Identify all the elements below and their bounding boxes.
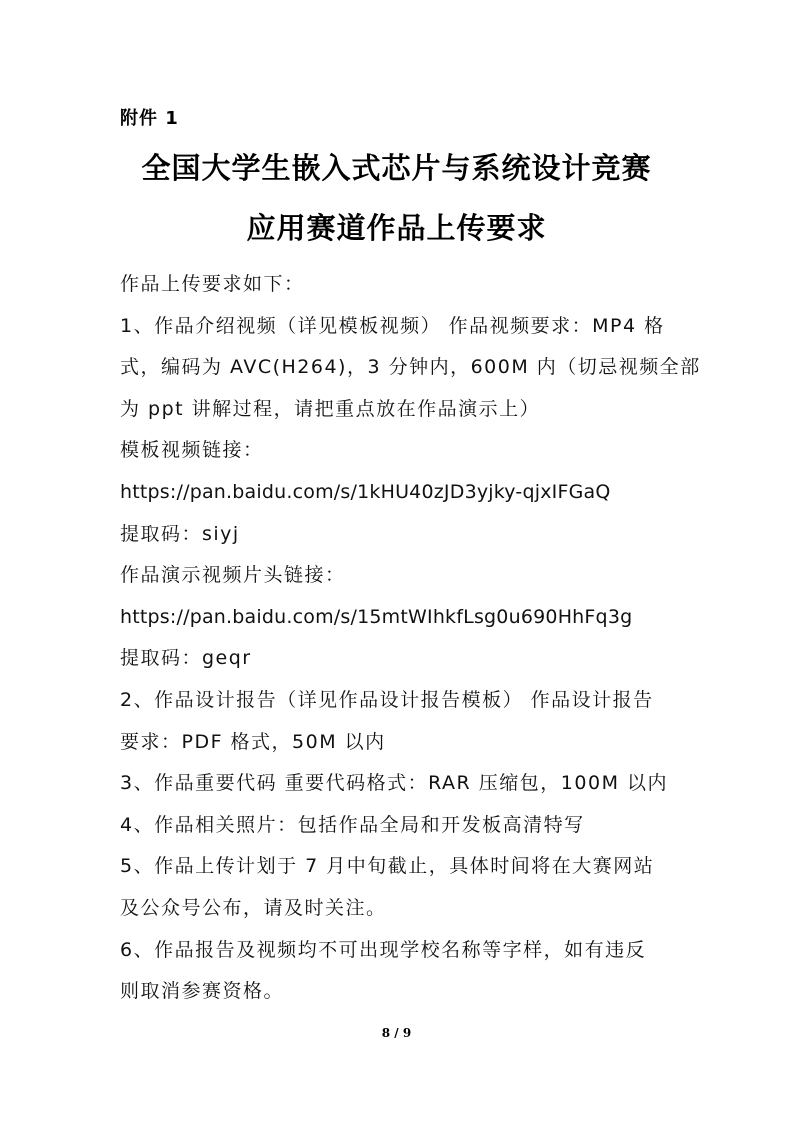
intro-video-link-label: 作品演示视频片头链接： [120,564,346,587]
template-video-link-label: 模板视频链接： [120,439,264,462]
document-title-line-1: 全国大学生嵌入式芯片与系统设计竞赛 [141,151,652,185]
requirements-body [120,264,701,1013]
item-5-line-1: 5、作品上传计划于 7 月中旬截止，具体时间将在大赛网站 [120,855,655,878]
template-video-extract-code: 提取码：siyj [120,522,240,545]
item-1-line-1: 1、作品介绍视频（详见模板视频） 作品视频要求：MP4 格 [120,314,665,337]
page-number: 8 / 9 [381,1026,412,1040]
item-2-line-2: 要求：PDF 格式，50M 以内 [120,730,386,753]
item-5-line-2: 及公众号公布，请及时关注。 [120,896,387,919]
item-1-line-2: 式，编码为 AVC(H264)，3 分钟内，600M 内（切忌视频全部 [120,356,701,379]
item-1-line-3: 为 ppt 讲解过程，请把重点放在作品演示上） [120,397,541,420]
intro-video-extract-code: 提取码：geqr [120,647,252,670]
item-2-line-1: 2、作品设计报告（详见作品设计报告模板） 作品设计报告 [120,688,654,711]
template-video-link[interactable]: https://pan.baidu.com/s/1kHU40zJD3yjky-qjxIFGaQ [120,480,611,503]
item-6-line-1: 6、作品报告及视频均不可出现学校名称等字样，如有违反 [120,938,647,961]
attachment-label: 附件 1 [120,108,179,129]
item-4-line: 4、作品相关照片：包括作品全局和开发板高清特写 [120,813,585,836]
item-3-line: 3、作品重要代码 重要代码格式：RAR 压缩包，100M 以内 [120,772,668,795]
intro-line: 作品上传要求如下： [120,273,305,295]
document-title-line-2: 应用赛道作品上传要求 [246,211,547,245]
item-6-line-2: 则取消参赛资格。 [120,980,285,1003]
intro-video-link[interactable]: https://pan.baidu.com/s/15mtWIhkfLsg0u690HhFq3g [120,605,633,628]
